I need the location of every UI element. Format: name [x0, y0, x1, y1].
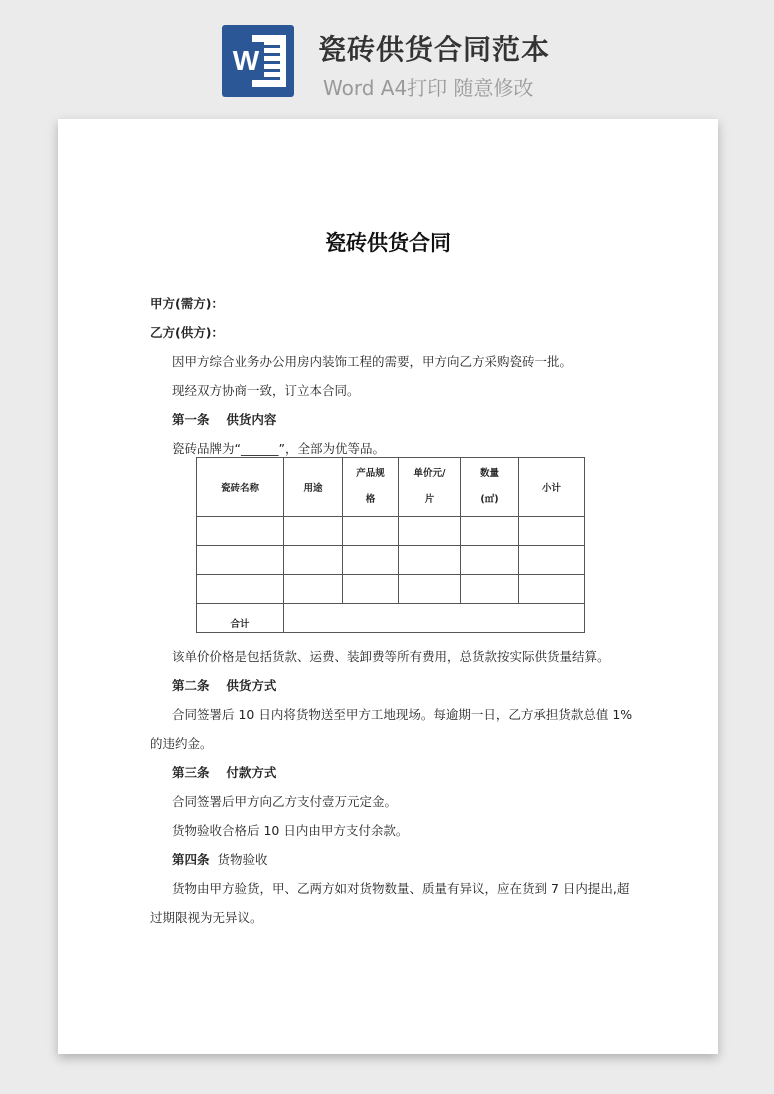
intro-paragraph-2: 现经双方协商一致，订立本合同。	[172, 383, 360, 398]
total-label: 合计	[197, 604, 284, 633]
header-tile-name: 瓷砖名称	[197, 458, 284, 517]
table-row	[197, 575, 585, 604]
table-row	[197, 546, 585, 575]
article-3-title: 第三条 付款方式	[172, 765, 277, 780]
banner	[0, 0, 774, 110]
article-2-line-1: 合同签署后 10 日内将货物送至甲方工地现场。每逾期一日，乙方承担货款总值 1%	[172, 707, 633, 722]
header-usage: 用途	[284, 458, 343, 517]
price-note: 该单价价格是包括货款、运费、装卸费等所有费用，总货款按实际供货量结算。	[172, 649, 610, 664]
article-2-title: 第二条 供货方式	[172, 678, 277, 693]
article-4-line-1: 货物由甲方验货，甲、乙两方如对货物数量、质量有异议，应在货到 7 日内提出,超	[172, 881, 630, 896]
header-unit-price: 单价元/ 片	[399, 458, 461, 517]
header-subtotal: 小计	[519, 458, 585, 517]
document-page	[58, 119, 718, 1054]
article-4-title: 第四条 货物验收	[172, 852, 268, 867]
document-title: 瓷砖供货合同	[325, 231, 451, 255]
party-b-label: 乙方(供方)：	[150, 325, 224, 340]
banner-subtitle: Word A4打印 随意修改	[323, 76, 534, 100]
header-spec: 产品规 格	[343, 458, 399, 517]
header-quantity: 数量 (㎡)	[461, 458, 519, 517]
article-2-line-2: 的违约金。	[150, 736, 213, 751]
table-total-row	[197, 604, 585, 633]
word-icon-letter: W	[228, 42, 264, 80]
table-header-row	[197, 458, 585, 517]
party-a-label: 甲方(需方)：	[150, 296, 224, 311]
article-1-brand: 瓷砖品牌为“______”，全部为优等品。	[172, 441, 385, 456]
intro-paragraph-1: 因甲方综合业务办公用房内装饰工程的需要，甲方向乙方采购瓷砖一批。	[172, 354, 573, 369]
article-3-line-2: 货物验收合格后 10 日内由甲方支付余款。	[172, 823, 409, 838]
word-icon	[222, 25, 294, 97]
table-row	[197, 517, 585, 546]
banner-title: 瓷砖供货合同范本	[318, 33, 551, 66]
goods-table	[196, 457, 585, 633]
article-4-line-2: 过期限视为无异议。	[150, 910, 263, 925]
article-1-title: 第一条 供货内容	[172, 412, 277, 427]
article-3-line-1: 合同签署后甲方向乙方支付壹万元定金。	[172, 794, 398, 809]
